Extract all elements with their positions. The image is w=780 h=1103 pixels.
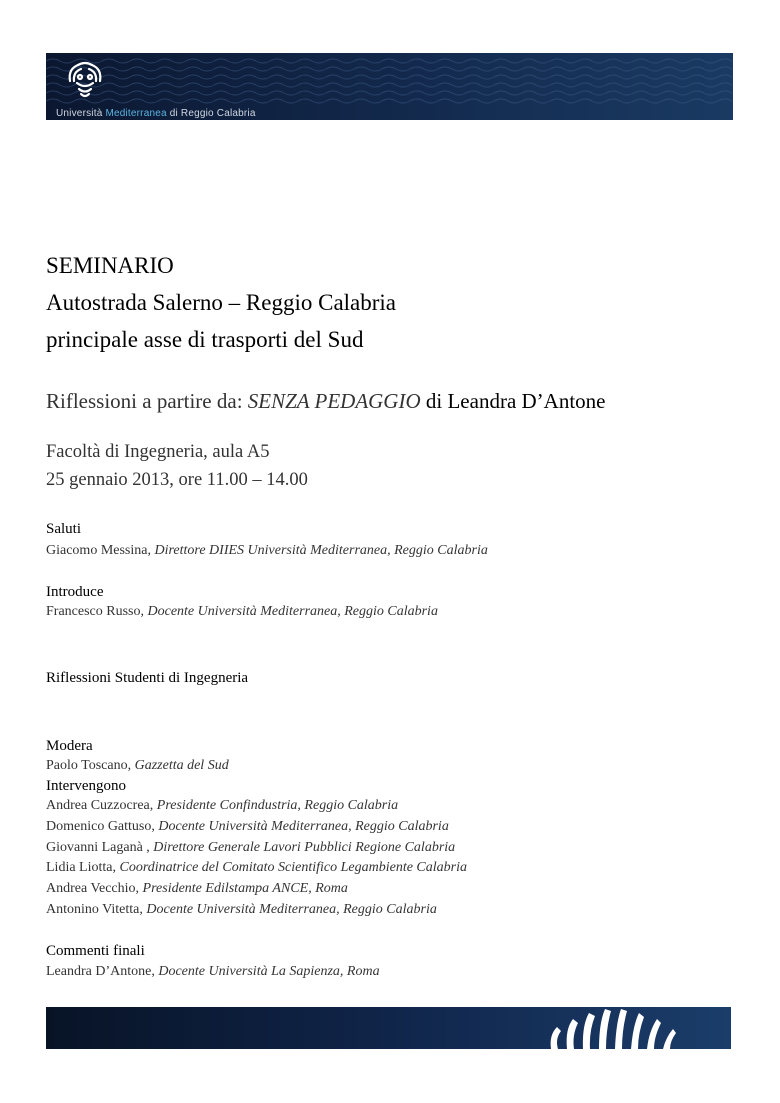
university-highlight: Mediterranea: [105, 108, 167, 119]
seminar-title-line2: principale asse di trasporti del Sud: [46, 327, 364, 352]
speaker-role: Direttore Generale Lavori Pubblici Regione Calabria: [153, 840, 456, 855]
speaker-name: Antonino Vitetta,: [46, 902, 147, 917]
speaker-role: Docente Università Mediterranea, Reggio Calabria: [146, 902, 437, 917]
intervengono-heading: Intervengono: [46, 778, 126, 794]
speaker-name: Giacomo Messina,: [46, 543, 155, 558]
studenti-heading: Riflessioni Studenti di Ingegneria: [46, 670, 249, 686]
speaker-name: Leandra D’Antone,: [46, 964, 159, 979]
subtitle-prefix: Riflessioni a partire da:: [46, 389, 248, 413]
footer-banner: [46, 1007, 731, 1049]
seminar-title-line1: Autostrada Salerno – Reggio Calabria: [46, 290, 397, 315]
subtitle: [46, 389, 606, 414]
university-logo-icon: [64, 59, 106, 103]
speaker-line: [46, 798, 398, 814]
speaker-role: Direttore DIIES Università Mediterranea, Reggio Calabria: [154, 543, 488, 558]
speaker-name: Francesco Russo,: [46, 604, 148, 619]
book-title: SENZA PEDAGGIO: [247, 389, 421, 413]
speaker-line: [46, 860, 467, 876]
modera-heading: Modera: [46, 738, 93, 754]
subtitle-by: di: [420, 389, 448, 413]
saluti-line: [46, 543, 488, 559]
speaker-name: Giovanni Laganà ,: [46, 840, 154, 855]
speaker-name: Paolo Toscano,: [46, 758, 135, 773]
modera-line: [46, 758, 229, 774]
introduce-heading: Introduce: [46, 584, 104, 600]
commenti-heading: Commenti finali: [46, 943, 145, 959]
speaker-role: Docente Università La Sapienza, Roma: [158, 964, 380, 979]
speaker-role: Gazzetta del Sud: [134, 758, 229, 773]
university-prefix: Università: [56, 108, 106, 119]
university-name: [56, 108, 256, 119]
speaker-line: [46, 902, 437, 918]
venue-date: 25 gennaio 2013, ore 11.00 – 14.00: [46, 470, 308, 490]
introduce-line: [46, 604, 438, 620]
speaker-name: Andrea Cuzzocrea,: [46, 798, 157, 813]
logo-rays-icon: [531, 1007, 731, 1049]
speaker-name: Domenico Gattuso,: [46, 819, 159, 834]
university-suffix: di Reggio Calabria: [166, 108, 256, 119]
speaker-line: [46, 819, 449, 835]
speaker-role: Presidente Edilstampa ANCE, Roma: [142, 881, 348, 896]
saluti-heading: Saluti: [46, 521, 82, 537]
speaker-role: Presidente Confindustria, Reggio Calabria: [156, 798, 399, 813]
speaker-line: [46, 840, 455, 856]
speaker-name: Andrea Vecchio,: [46, 881, 143, 896]
speaker-role: Docente Università Mediterranea, Reggio Calabria: [158, 819, 449, 834]
speaker-role: Docente Università Mediterranea, Reggio Calabria: [147, 604, 438, 619]
header-banner: [46, 53, 733, 120]
book-author: Leandra D’Antone: [447, 389, 606, 413]
commenti-line: [46, 964, 380, 980]
venue-place: Facoltà di Ingegneria, aula A5: [46, 442, 270, 462]
speaker-line: [46, 881, 348, 897]
seminar-label: SEMINARIO: [46, 253, 174, 278]
speaker-name: Lidia Liotta,: [46, 860, 120, 875]
speaker-role: Coordinatrice del Comitato Scientifico Legambiente Calabria: [119, 860, 467, 875]
